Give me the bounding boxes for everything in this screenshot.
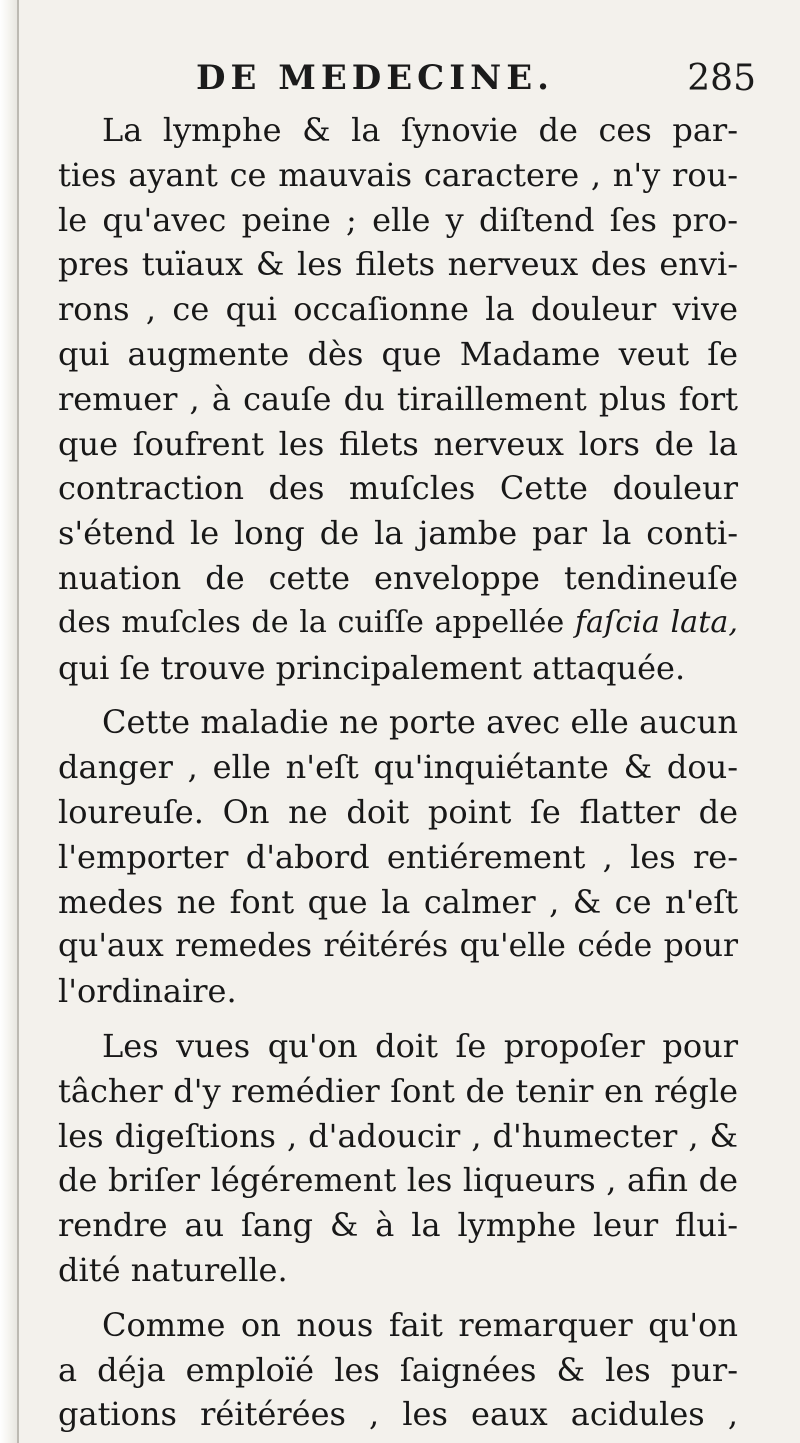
text-line: l'ordinaire. xyxy=(58,972,237,1011)
body-text xyxy=(58,108,738,1437)
text-line: l'emporter d'abord entiérement , les re- xyxy=(58,837,738,876)
page-header xyxy=(196,58,756,108)
text-line: qu'aux remedes réitérés qu'elle céde pour xyxy=(58,928,738,965)
text-line: qui augmente dès que Madame veut ſe xyxy=(58,334,738,373)
text-segment: des muſcles de la cuiſſe appellée xyxy=(58,604,575,640)
text-line: nuation de cette enveloppe tendineuſe xyxy=(58,558,738,597)
text-line: La lymphe & la ſynovie de ces par- xyxy=(102,111,738,149)
paragraph-gap xyxy=(58,1293,738,1303)
text-line: s'étend le long de la jambe par la conti- xyxy=(58,514,738,553)
text-line: le qu'avec peine ; elle y diſtend ſes pro- xyxy=(58,200,738,239)
italic-term: faſcia lata, xyxy=(574,604,738,640)
text-line: ties ayant ce mauvais caractere , n'y rou- xyxy=(58,155,738,194)
text-line: danger , elle n'eſt qu'inquiétante & dou- xyxy=(58,748,738,787)
text-line: Comme on nous fait remarquer qu'on xyxy=(102,1305,738,1344)
text-line: gations réitérées , les eaux acidules , xyxy=(58,1395,738,1434)
text-line: qui ſe trouve principalement attaquée. xyxy=(58,648,686,687)
text-line: pres tuïaux & les filets nerveux des envi- xyxy=(58,245,738,284)
text-line: rendre au ſang & à la lymphe leur flui- xyxy=(58,1206,738,1245)
text-line: remuer , à cauſe du tiraillement plus fort xyxy=(58,379,738,418)
text-line: medes ne font que la calmer , & ce n'eſt xyxy=(58,882,738,921)
page-edge-line xyxy=(17,0,19,1443)
text-line: rons , ce qui occaſionne la douleur vive xyxy=(58,290,738,329)
text-line: dité naturelle. xyxy=(58,1250,288,1289)
text-line: les digeſtions , d'adoucir , d'humecter , & xyxy=(58,1116,738,1155)
text-line: loureuſe. On ne doit point ſe flatter de xyxy=(58,792,738,831)
text-line: Cette maladie ne porte avec elle aucun xyxy=(102,703,738,742)
text-line: Les vues qu'on doit ſe propoſer pour xyxy=(102,1026,738,1065)
text-line: de briſer légérement les liqueurs , afin de xyxy=(58,1161,738,1200)
page-number: 285 xyxy=(687,58,756,99)
text-line: que ſoufrent les filets nerveux lors de la xyxy=(58,424,738,463)
paragraph-gap xyxy=(58,1014,738,1024)
page-left-margin xyxy=(0,0,18,1443)
text-line: contraction des muſcles Cette douleur xyxy=(58,469,738,508)
text-line: tâcher d'y remédier ſont de tenir en régle xyxy=(58,1071,738,1110)
text-line-with-italic xyxy=(58,601,738,646)
paragraph-gap xyxy=(58,690,738,700)
running-head: DE MEDECINE. xyxy=(196,58,554,98)
text-line: a déja emploïé les ſaignées & les pur- xyxy=(58,1350,738,1389)
